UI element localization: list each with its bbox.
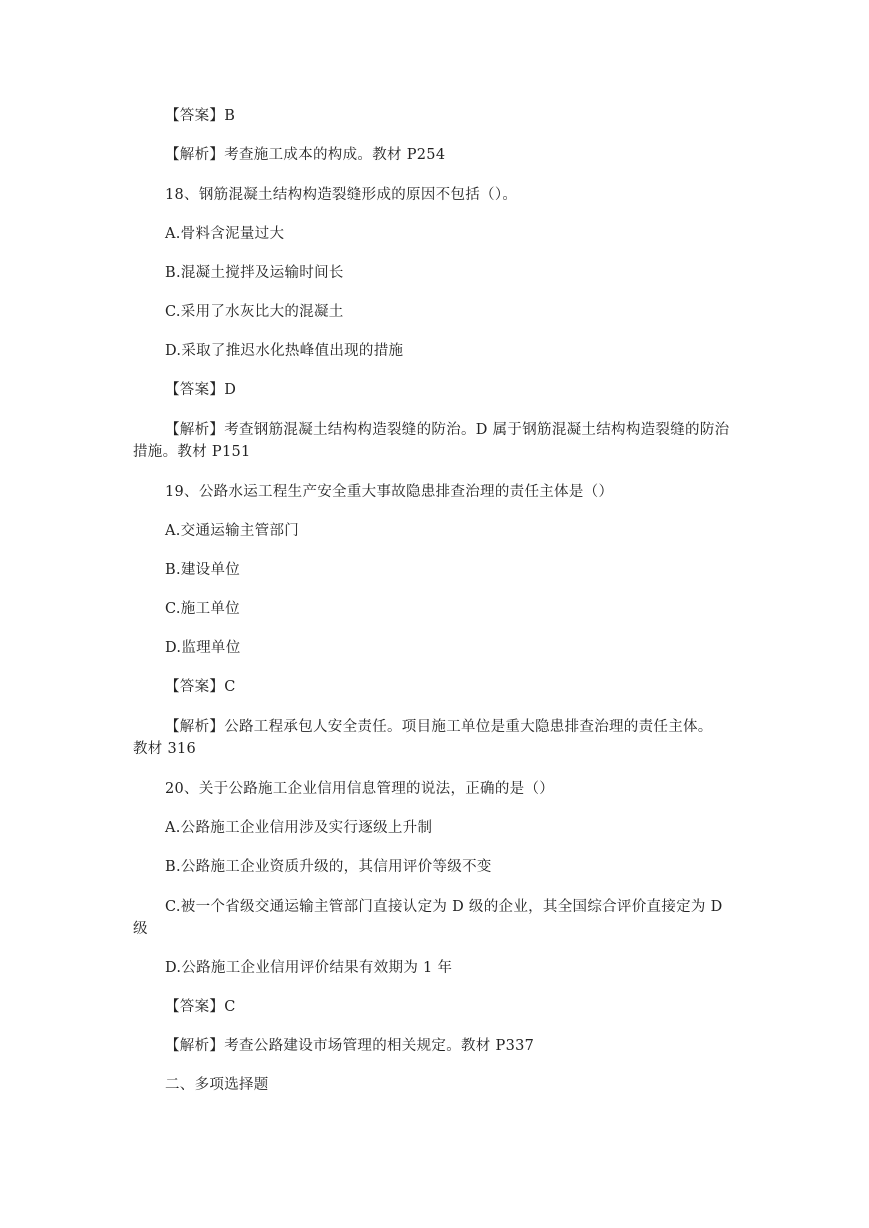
option-20-c-line1: C.被一个省级交通运输主管部门直接认定为 D 级的企业，其全国综合评价直接定为 D <box>165 899 723 915</box>
option-18-c: C.采用了水灰比大的混凝土 <box>165 304 344 320</box>
option-19-b: B.建设单位 <box>165 562 241 578</box>
option-20-b: B.公路施工企业资质升级的，其信用评价等级不变 <box>165 859 492 875</box>
answer-q18: 【答案】D <box>165 382 237 398</box>
analysis-q18-line2: 措施。教材 P151 <box>133 444 251 460</box>
option-20-d: D.公路施工企业信用评价结果有效期为 1 年 <box>165 960 453 976</box>
analysis-q18-line1: 【解析】考查钢筋混凝土结构构造裂缝的防治。D 属于钢筋混凝土结构构造裂缝的防治 <box>165 422 730 438</box>
analysis-q17: 【解析】考查施工成本的构成。教材 P254 <box>165 147 446 163</box>
analysis-q19-line2: 教材 316 <box>133 741 197 757</box>
option-19-d: D.监理单位 <box>165 640 241 656</box>
answer-q17: 【答案】B <box>165 108 236 124</box>
option-20-c-line2: 级 <box>133 921 148 937</box>
option-18-a: A.骨料含泥量过大 <box>165 226 285 242</box>
option-18-d: D.采取了推迟水化热峰值出现的措施 <box>165 343 404 359</box>
analysis-q20: 【解析】考查公路建设市场管理的相关规定。教材 P337 <box>165 1038 535 1054</box>
option-19-c: C.施工单位 <box>165 601 240 617</box>
answer-q19: 【答案】C <box>165 679 236 695</box>
option-20-a: A.公路施工企业信用涉及实行逐级上升制 <box>165 820 433 836</box>
option-18-b: B.混凝土搅拌及运输时间长 <box>165 265 344 281</box>
option-19-a: A.交通运输主管部门 <box>165 523 300 539</box>
section-heading-multiple-choice: 二、多项选择题 <box>165 1077 269 1093</box>
question-20: 20、关于公路施工企业信用信息管理的说法，正确的是（） <box>165 781 555 797</box>
analysis-q19-line1: 【解析】公路工程承包人安全责任。项目施工单位是重大隐患排查治理的责任主体。 <box>165 719 713 735</box>
answer-q20: 【答案】C <box>165 999 236 1015</box>
question-18: 18、钢筋混凝土结构构造裂缝形成的原因不包括（）。 <box>165 187 518 203</box>
question-19: 19、公路水运工程生产安全重大事故隐患排查治理的责任主体是（） <box>165 484 614 500</box>
